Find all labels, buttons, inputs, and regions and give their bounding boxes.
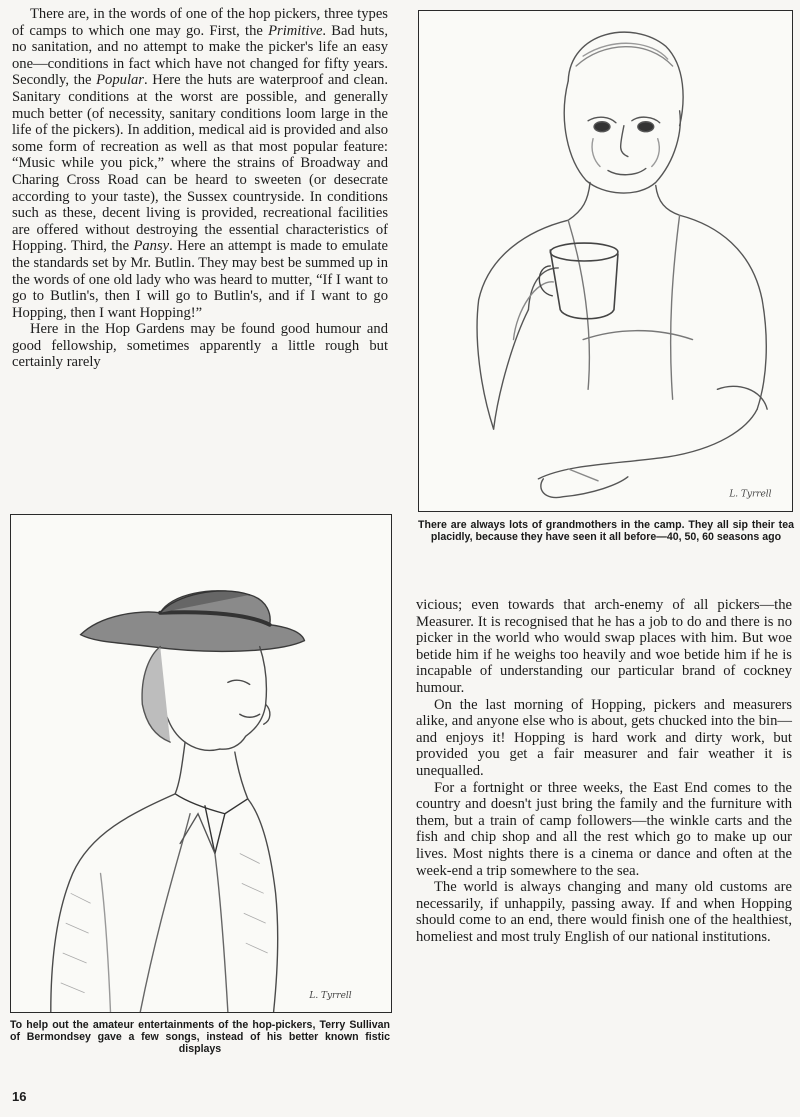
article-paragraph: vicious; even towards that arch-enemy of all pickers—the Measurer. It is recognised that he has a job to do and there is no picker in the world who would swap places with him. But woe betide him if he weighs too heavily and woe betide him if he is incapable of understanding our particular brand of cockney humour. [416, 597, 792, 696]
camp-type-popular: Popular [96, 72, 144, 89]
article-paragraph: On the last morning of Hopping, pickers and measurers alike, and anyone else who is about, gets chucked into the bin—and enjoys it! Hopping is hard work and dirty work, but provided you get a fair measurer and fair weather it is unequalled. [416, 696, 792, 779]
man-illustration [10, 514, 392, 1013]
artist-signature: L. Tyrrell [309, 990, 352, 1001]
article-paragraph: Here in the Hop Gardens may be found good humour and good fellowship, sometimes apparently a little rough but certainly rarely [12, 321, 388, 371]
artist-signature: L. Tyrrell [729, 489, 772, 500]
page-number: 16 [12, 1089, 27, 1104]
camp-type-pansy: Pansy [133, 238, 170, 255]
man-caption: To help out the amateur entertainments of the hop-pickers, Terry Sullivan of Bermondsey gave a few songs, instead of his better known fistic displays [10, 1019, 390, 1056]
grandmother-caption: There are always lots of grandmothers in the camp. They all sip their tea placidly, because they have seen it all before—40, 50, 60 seasons ago [418, 519, 794, 544]
man-sketch [11, 515, 391, 1012]
article-left-column [12, 6, 388, 371]
grandmother-illustration [418, 10, 793, 512]
article-right-column [416, 597, 792, 945]
grandmother-sketch [419, 11, 792, 511]
article-paragraph: For a fortnight or three weeks, the East End comes to the country and doesn't just bring the family and the furniture with them, but a train of camp followers—the winkle carts and the fish and chip shop and all the rest which go to make up our lives. Most nights there is a cinema or dance and often at the week-end a trip somewhere to the sea. [416, 779, 792, 879]
article-paragraph: There are, in the words of one of the hop pickers, three types of camps to which one may go. First, the Primitive. Bad huts, no sanitation, and no attempt to make the picker's life an easy one—conditions in fact which have not changed for fifty years. Secondly, the Popular. Here the huts are waterproof and clean. Sanitary conditions at the worst are possible, and generally much better (of necessity, sanitary conditions loom large in the life of the pickers). In addition, medical aid is provided and also some form of recreation as well as that most popular feature: “Music while you pick,” where the strains of Broadway and Charing Cross Road can be heard to sweeten (or desecrate according to your taste), the Sussex countryside. In conditions such as these, decent living is provided, recreational facilities are offered without destroying the essential characteristics of Hopping. Third, the Pansy. Here an attempt is made to emulate the standards set by Mr. Butlin. They may best be summed up in the words of one old lady who was heard to mutter, “If I want to go to Butlin's, then I will go to Butlin's, and if I want to go Hopping, then I want Hopping!” [12, 6, 389, 321]
article-paragraph: The world is always changing and many old customs are necessarily, if unhappily, passing away. If and when Hopping should come to an end, there would finish one of the healthiest, homeliest and most truly English of our national institutions. [416, 879, 792, 945]
camp-type-primitive: Primitive [268, 22, 323, 39]
